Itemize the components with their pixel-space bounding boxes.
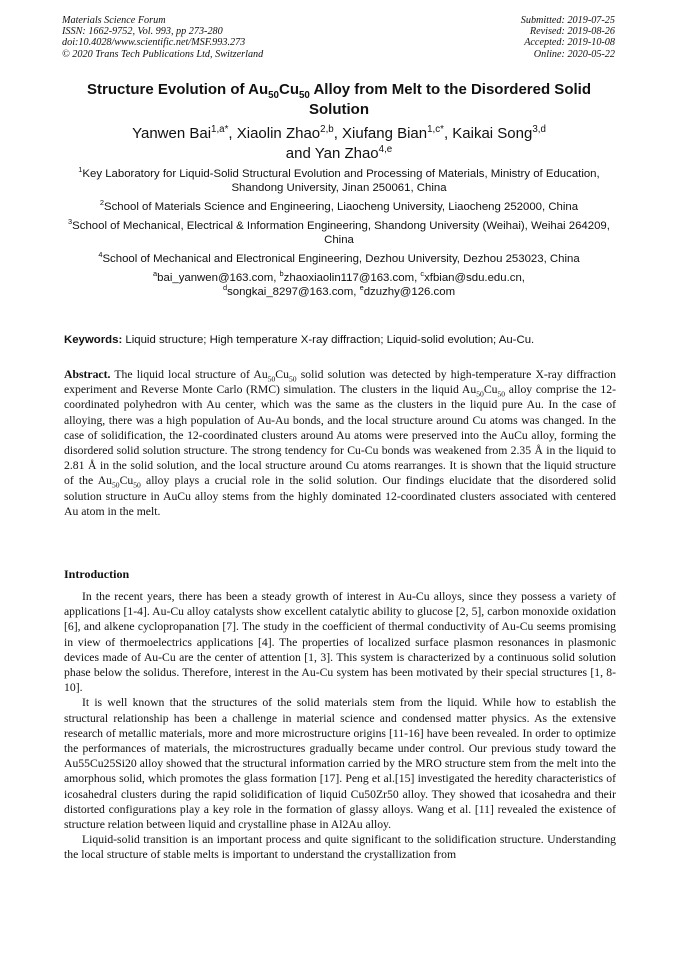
author-name: Xiaolin Zhao [236,125,321,142]
paragraph: Liquid-solid transition is an important process and quite significant to the solidification structure. Understanding the local structure of stable melts is important to understand the crystallization from [64,833,616,862]
revised-date: Revised: 2019-08-26 [529,26,615,38]
abstract-label: Abstract. [64,368,111,381]
affiliation-item: $^4$School of Mechanical and Electronical Engineering, Dezhou University, Dezhou 253023, China [98,250,580,265]
online-date: Online: 2020-05-22 [533,48,615,60]
author-name: Kaikai Song [452,125,533,142]
email-link: bai_yanwen@163.com, [157,272,280,284]
author-name: and Yan Zhao [285,144,379,162]
introduction-body [64,589,616,863]
affiliation-list [62,167,616,299]
issn-line: ISSN: 1662-9752, Vol. 993, pp 273-280 [62,26,223,38]
paragraph: It is well known that the structures of the solid materials stem from the liquid. While how to establish the structural relationship has been a challenge in material science and condensed matter physics. As the extensive research of metallic materials, more and more microstructure origins [11-16] have been revealed. In order to optimize the performances of materials, the microstructures gradually became under control. Our previous study toward the Au55Cu25Si20 alloy showed that the structural information carried by the MRO structure stem from the melt into the amorphous solid, which promotes the glass formation [17]. Peng et al.[15] investigated the heredity characteristics of icosahedral clusters during the rapid solidification of liquid Cu50Zr50 alloy. They showed that icosahedra and their distorted configurations play a key role in the formation of glassy alloys. Wang et al. [11] revealed the existence of structure relation between liquid and crystalline phase in Al2Au alloy. [64,696,616,832]
email-list: $^a$bai_yanwen@163.com, $^b$zhaoxiaolin117@163.com, $^c$xfbian@sdu.edu.cn, $^d$songkai_8297@163.com, $^e$dzuzhy@126.com [153,269,525,298]
accepted-date: Accepted: 2019-10-08 [524,37,615,49]
author-name: Yanwen Bai [132,125,212,142]
author-list: Yanwen Bai$^{1,a*}$, Xiaolin Zhao$^{2,b}$, Xiufang Bian$^{1,c*}$, Kaikai Song$^{3,d}$ and Yan Zhao$^{4,e}$ [132,124,546,162]
email-link: xfbian@sdu.edu.cn, [424,272,525,284]
affiliation-item: $^2$School of Materials Science and Engineering, Liaocheng University, Liaocheng 252000, China [99,198,579,213]
doi-line: doi:10.4028/www.scientific.net/MSF.993.273 [62,37,246,49]
paragraph: In the recent years, there has been a steady growth of interest in Au-Cu alloys, since they possess a variety of applications [1-4]. Au-Cu alloy catalysts show excellent catalytic ability to glucose [2, 5], carbon monoxide oxidation [6], and alkene cyclopropanation [7]. The study in the coefficient of thermal conductivity of Au-Cu seems promising in view of thermoelectrics applications [4]. The properties of localized surface plasmon resonances in plasmonic devices made of Au-Cu are the center of attention [1, 3]. This system is characterized by a continuous solid solution phase below the solidus. Therefore, interest in the Au-Cu system has been motivated by their special structures [1, 8-10]. [64,590,616,695]
submitted-date: Submitted: 2019-07-25 [520,15,615,26]
affiliation-item: $^3$School of Mechanical, Electrical & Information Engineering, Shandong University (Weihai), Weihai 264209, China [68,217,610,246]
paper-title: Structure Evolution of $Au_{50}Cu_{50}$ Alloy from Melt to the Disordered Solid Solution [87,81,591,118]
section-heading-introduction: Introduction [64,567,130,581]
copyright-line: © 2020 Trans Tech Publications Ltd, Switzerland [62,48,264,60]
keywords-text: Liquid structure; High temperature X-ray diffraction; Liquid-solid evolution; Au-Cu. [122,334,535,346]
journal-header-right [521,15,615,60]
email-link: zhaoxiaolin117@163.com, [283,272,421,284]
journal-header-left [62,15,263,60]
journal-name: Materials Science Forum [62,15,166,26]
author-name: Xiufang Bian [342,125,428,142]
email-link: songkai_8297@163.com, [227,286,360,298]
keywords-label: Keywords: [64,334,123,346]
email-link: dzuzhy@126.com [363,286,456,298]
abstract: Abstract. The liquid local structure of $Au_{50}Cu_{50}$ solid solution was detected by high-temperature X-ray diffraction experiment and Reverse Monte Carlo (RMC) simulation. The clusters in the liquid $Au_{50}Cu_{50}$ alloy comprise the 12-coordinated polyhedron with Au center, which was the same as the clusters in the liquid pure Au. In the case of alloying, there was a high population of Au-Au bonds, and the local structure around Cu atoms was changed. In the case of solidification, the 12-coordinated clusters around Au atoms were preserved into the AuCu alloy, forming the disordered solid solution structure. The strong tendency for Cu-Cu bonds was weakened from 2.35 Å in the liquid to 2.81 Å in the solid solution, and the local structure around Cu atoms rearranges. It is shown that the liquid structure of the $Au_{50}Cu_{50}$ alloy plays a crucial role in the solid solution. Our findings elucidate that the disordered solid solution structure in AuCu alloy stems from the highly dominated 12-coordinated clusters associated with centered Au atom in the melt. [64,368,617,518]
keywords [64,333,616,347]
affiliation-item: $^1$Key Laboratory for Liquid-Solid Structural Evolution and Processing of Materials, Ministry of Education, Shandong University, Jinan 250061, China [78,165,600,194]
